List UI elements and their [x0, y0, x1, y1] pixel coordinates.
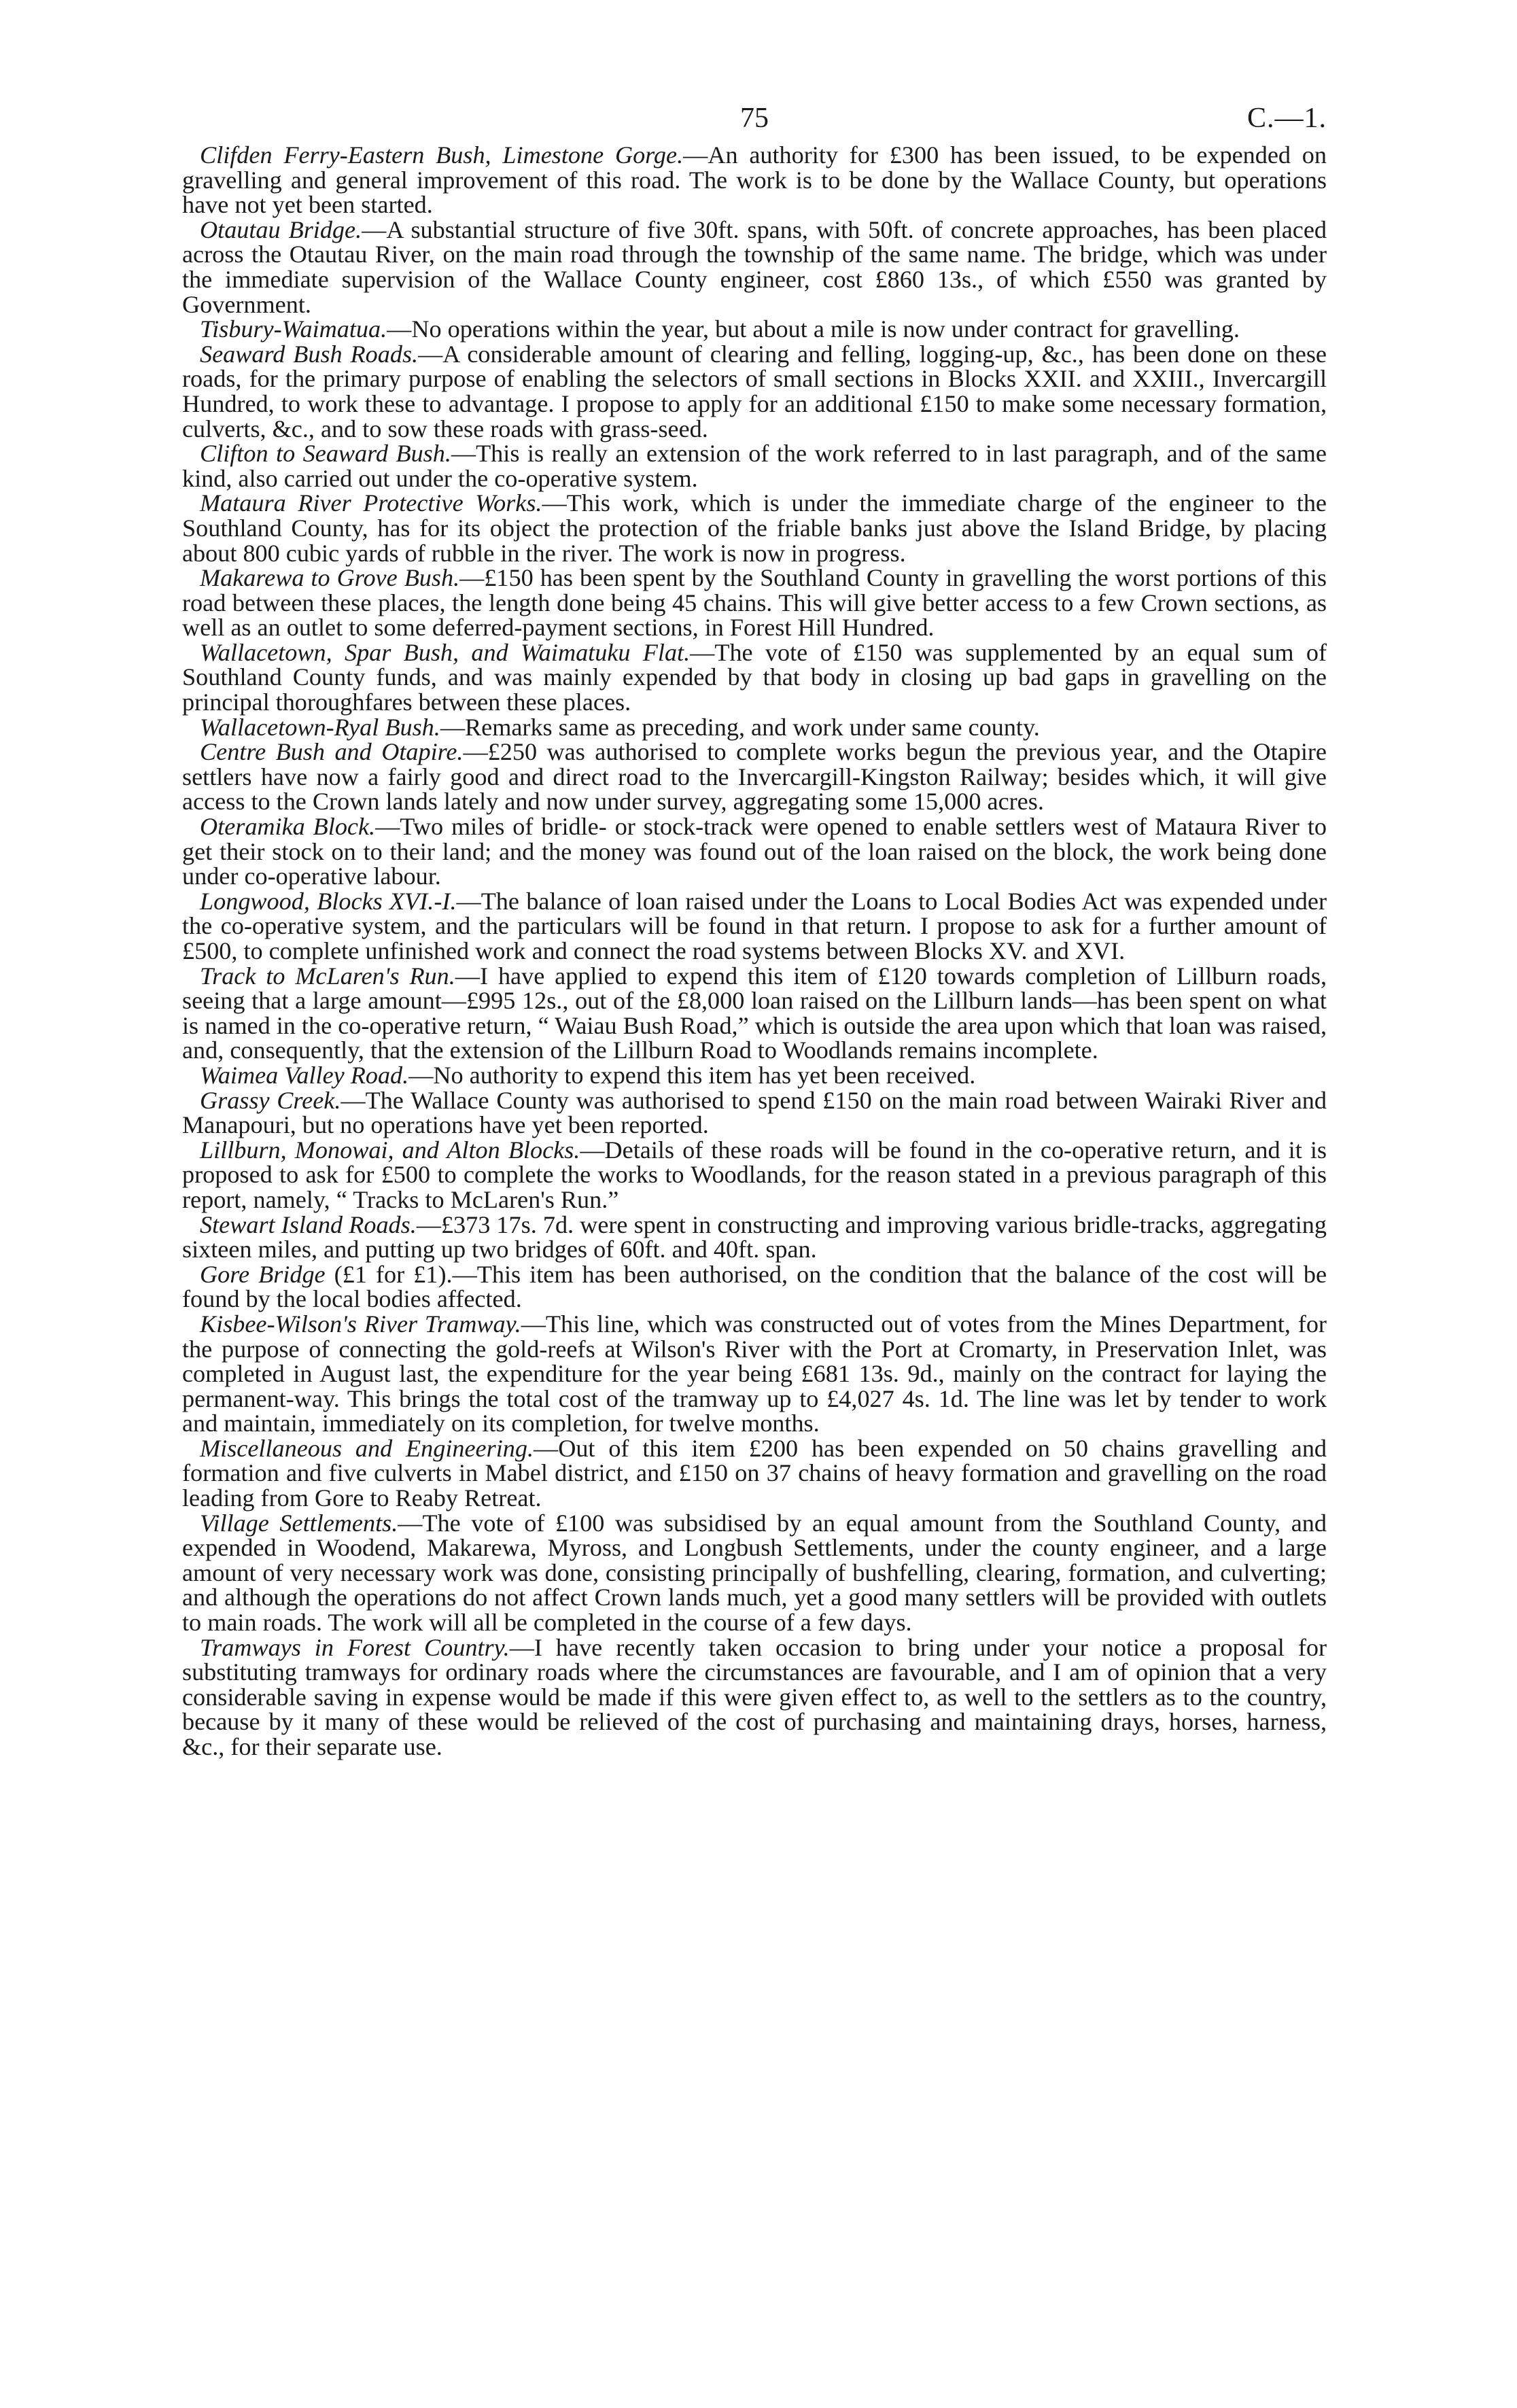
paragraph-title: Mataura River Protective Works. [200, 489, 542, 517]
paragraph-title: Wallacetown-Ryal Bush. [200, 713, 440, 741]
paragraph [182, 491, 1327, 565]
paragraph-title: Track to McLaren's Run. [200, 962, 455, 990]
paragraph-text: —An authority for £300 has been issued, to be expended on gravelling and general improvement of this road. The work is to be done by the Wallace County, but operations have not yet been started. [182, 141, 1327, 219]
paragraph-title: Clifden Ferry-Eastern Bush, Limestone Gorge. [200, 141, 684, 169]
paragraph-text: —Details of these roads will be found in the co-operative return, and it is proposed to ask for £500 to complete the works to Woodlands, for the reason stated in a previous paragraph of this report, namely, “ Tracks to McLaren's Run.” [182, 1136, 1327, 1213]
paragraph [182, 143, 1327, 217]
paragraph-text: —The balance of loan raised under the Loans to Local Bodies Act was expended under the co-operative system, and the particulars will be found in that return. I propose to ask for a further amount of £500, to complete unfinished work and connect the road systems between Blocks XV. and XVI. [182, 887, 1327, 964]
paragraph-title: Miscellaneous and Engineering. [200, 1434, 534, 1462]
paragraph-text: —Out of this item £200 has been expended on 50 chains gravelling and formation and five culverts in Mabel district, and £150 on 37 chains of heavy formation and gravelling on the road leading from Gore to Reaby Retreat. [182, 1434, 1327, 1512]
paragraph [182, 441, 1327, 491]
paragraph-title: Village Settlements. [200, 1509, 398, 1537]
paragraph-title: Tramways in Forest Country. [200, 1633, 510, 1661]
paragraph-title: Clifton to Seaward Bush. [200, 440, 451, 468]
paragraph-text: —No authority to expend this item has yet been received. [408, 1061, 976, 1089]
document-page [182, 102, 1327, 1760]
paragraph-text: —The vote of £100 was subsidised by an equal amount from the Southland County, and expended in Woodend, Makarewa, Myross, and Longbush Settlements, under the county engineer, and a large amount of very necessary work was done, consisting principally of bushfelling, clearing, formation, and culverting; and although the operations do not affect Crown lands much, yet a good many settlers will be provided with outlets to main roads. The work will all be completed in the course of a few days. [182, 1509, 1327, 1637]
paragraph [182, 1063, 1327, 1088]
paragraph-text: —Remarks same as preceding, and work under same county. [440, 713, 1040, 741]
paragraph-text: —The Wallace County was authorised to spend £150 on the main road between Wairaki River and Manapouri, but no operations have yet been reported. [182, 1086, 1327, 1139]
paragraph-title: Grassy Creek. [200, 1086, 341, 1114]
paragraph-title: Otautau Bridge. [200, 215, 362, 243]
paragraph-text: —The vote of £150 was supplemented by an equal sum of Southland County funds, and was mainly expended by that body in closing up bad gaps in gravelling on the principal thoroughfares between these places. [182, 638, 1327, 716]
paragraph-text: —No operations within the year, but about a mile is now under contract for gravelling. [387, 315, 1240, 343]
paragraph-title: Tisbury-Waimatua. [200, 315, 387, 343]
paragraph [182, 217, 1327, 317]
paragraph [182, 715, 1327, 740]
paragraph-title: Longwood, Blocks XVI.-I. [200, 887, 457, 915]
paragraph [182, 964, 1327, 1063]
paragraph-title: Gore Bridge [200, 1260, 326, 1288]
paragraph-title: Makarewa to Grove Bush. [200, 564, 460, 592]
paragraph [182, 1511, 1327, 1635]
paragraph-text: —£250 was authorised to complete works begun the previous year, and the Otapire settlers have now a fairly good and direct road to the Invercargill-Kingston Railway; besides which, it will give access to the Crown lands lately and now under survey, aggregating some 15,000 acres. [182, 738, 1327, 816]
paragraph [182, 889, 1327, 964]
paragraph [182, 1635, 1327, 1760]
page-header [182, 102, 1327, 143]
paragraph-text: —£150 has been spent by the Southland County in gravelling the worst portions of this road between these places, the length done being 45 chains. This will give better access to a few Crown sections, as well as an outlet to some deferred-payment sections, in Forest Hill Hundred. [182, 564, 1327, 642]
document-reference: C.—1. [1246, 103, 1327, 134]
paragraph-text: —I have applied to expend this item of £120 towards completion of Lillburn roads, seeing that a large amount—£995 12s., out of the £8,000 loan raised on the Lillburn lands—has been spent on what is named in the co-operative return, “ Waiau Bush Road,” which is outside the area upon which that loan was raised, and, consequently, that the extension of the Lillburn Road to Woodlands remains incomplete. [182, 962, 1327, 1064]
paragraph [182, 640, 1327, 715]
paragraph-title: Wallacetown, Spar Bush, and Waimatuku Flat. [200, 638, 691, 666]
paragraph-text: —This line, which was constructed out of votes from the Mines Department, for the purpose of connecting the gold-reefs at Wilson's River with the Port at Cromarty, in Preservation Inlet, was completed in August last, the expenditure for the year being £681 13s. 9d., mainly on the contract for laying the permanent-way. This brings the total cost of the tramway up to £4,027 4s. 1d. The line was let by tender to work and maintain, immediately on its completion, for twelve months. [182, 1310, 1327, 1437]
paragraph-text: —A substantial structure of five 30ft. spans, with 50ft. of concrete approaches, has been placed across the Otautau River, on the main road through the township of the same name. The bridge, which was under the immediate supervision of the Wallace County engineer, cost £860 13s., of which £550 was granted by Government. [182, 215, 1327, 318]
page-number: 75 [740, 103, 769, 134]
paragraph [182, 739, 1327, 814]
paragraph-title: Oteramika Block. [200, 813, 376, 841]
paragraph [182, 565, 1327, 640]
paragraph-title: Stewart Island Roads. [200, 1210, 417, 1238]
paragraph [182, 317, 1327, 342]
paragraph-title: Centre Bush and Otapire. [200, 738, 464, 766]
paragraph [182, 1088, 1327, 1138]
paragraph [182, 1312, 1327, 1436]
paragraph-title: Kisbee-Wilson's River Tramway. [200, 1310, 521, 1338]
paragraph-title: Waimea Valley Road. [200, 1061, 409, 1089]
paragraph-text: —Two miles of bridle- or stock-track were opened to enable settlers west of Mataura River to get their stock on to their land; and the money was found out of the loan raised on the block, the work being done under co-operative labour. [182, 813, 1327, 890]
paragraph-text: —£373 17s. 7d. were spent in constructing and improving various bridle-tracks, aggregating sixteen miles, and putting up two bridges of 60ft. and 40ft. span. [182, 1210, 1327, 1263]
paragraph [182, 1436, 1327, 1511]
paragraph-title: Seaward Bush Roads. [200, 340, 419, 368]
paragraph [182, 1138, 1327, 1212]
document-body [182, 143, 1327, 1760]
paragraph [182, 1212, 1327, 1262]
paragraph [182, 1262, 1327, 1312]
paragraph-title: Lillburn, Monowai, and Alton Blocks. [200, 1136, 580, 1164]
paragraph [182, 814, 1327, 889]
paragraph-text: —A considerable amount of clearing and felling, logging-up, &c., has been done on these roads, for the primary purpose of enabling the selectors of small sections in Blocks XXII. and XXIII., Invercargill Hundred, to work these to advantage. I propose to apply for an additional £150 to make some necessary formation, culverts, &c., and to sow these roads with grass-seed. [182, 340, 1327, 442]
paragraph-text: (£1 for £1).—This item has been authorised, on the condition that the balance of the cost will be found by the local bodies affected. [182, 1260, 1327, 1313]
paragraph-text: —This is really an extension of the work referred to in last paragraph, and of the same kind, also carried out under the co-operative system. [182, 440, 1327, 492]
paragraph-text: —This work, which is under the immediate charge of the engineer to the Southland County, has for its object the protection of the friable banks just above the Island Bridge, by placing about 800 cubic yards of rubble in the river. The work is now in progress. [182, 489, 1327, 567]
paragraph-text: —I have recently taken occasion to bring under your notice a proposal for substituting tramways for ordinary roads where the circumstances are favourable, and I am of opinion that a very considerable saving in expense would be made if this were given effect to, as well to the settlers as to the country, because by it many of these would be relieved of the cost of purchasing and maintaining drays, horses, harness, &c., for their separate use. [182, 1633, 1327, 1760]
paragraph [182, 342, 1327, 441]
